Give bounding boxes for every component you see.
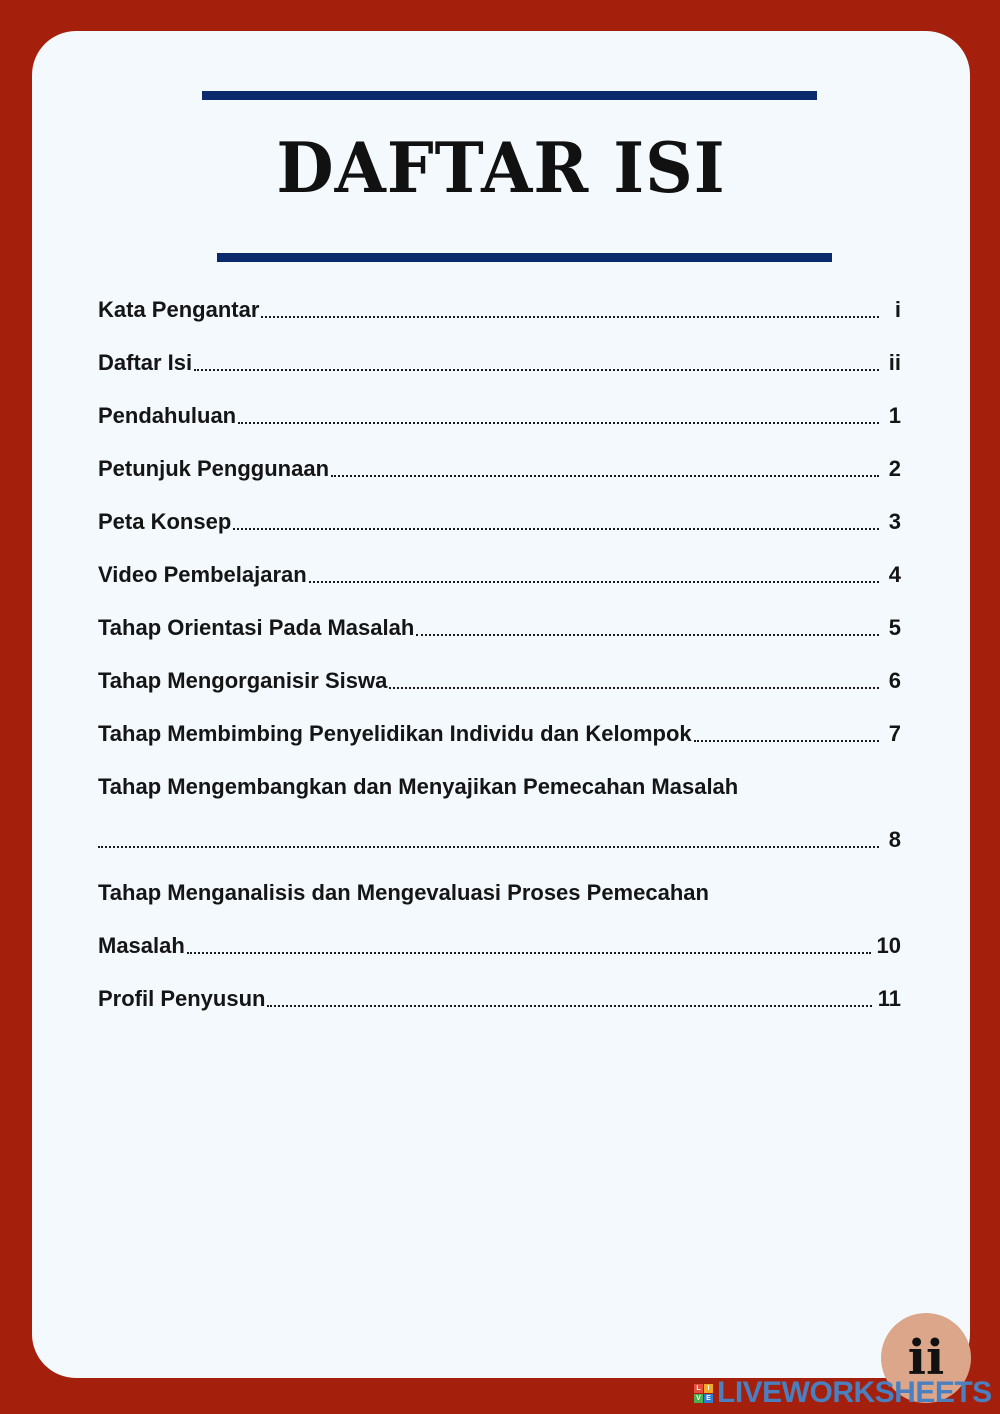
page-title: DAFTAR ISI [276, 127, 726, 209]
toc-label: Peta Konsep [98, 508, 232, 534]
toc-label: Daftar Isi [98, 349, 193, 375]
toc-page-number: 3 [888, 508, 901, 534]
toc-page-number: 6 [888, 667, 901, 693]
toc-leader [261, 316, 879, 318]
toc-page-number: 10 [876, 932, 901, 958]
title-rule-top [202, 91, 817, 100]
toc-entry-mengorganisir[interactable] [98, 654, 901, 707]
toc-leader [187, 952, 871, 954]
toc-leader [309, 581, 879, 583]
title-rule-bottom [217, 253, 832, 262]
toc-page-number: 1 [888, 402, 901, 428]
document-page [32, 31, 970, 1378]
toc-label: Petunjuk Penggunaan [98, 455, 330, 481]
toc-label: Tahap Membimbing Penyelidikan Individu dan Kelompok [98, 720, 692, 746]
table-of-contents [98, 283, 901, 1025]
toc-label: Pendahuluan [98, 402, 237, 428]
toc-label: Profil Penyusun [98, 985, 266, 1011]
toc-label: Kata Pengantar [98, 296, 260, 322]
toc-leader [694, 740, 879, 742]
toc-entry-petunjuk-penggunaan[interactable] [98, 442, 901, 495]
toc-entry-menganalisis[interactable] [98, 866, 901, 919]
toc-label: Tahap Mengembangkan dan Menyajikan Pemecahan Masalah [98, 773, 739, 799]
toc-label: Tahap Menganalisis dan Mengevaluasi Proses Pemecahan [98, 879, 709, 905]
toc-label: Tahap Orientasi Pada Masalah [98, 614, 415, 640]
toc-leader [331, 475, 879, 477]
toc-entry-mengembangkan-page[interactable] [98, 813, 901, 866]
liveworksheets-logo-icon: L I V E [694, 1384, 713, 1403]
toc-entry-pendahuluan[interactable] [98, 389, 901, 442]
toc-page-number: 11 [877, 985, 901, 1011]
toc-page-number: 8 [888, 826, 901, 852]
toc-leader [389, 687, 879, 689]
toc-page-number: 4 [888, 561, 901, 587]
toc-leader [194, 369, 879, 371]
toc-entry-kata-pengantar[interactable] [98, 283, 901, 336]
toc-page-number: ii [888, 349, 901, 375]
toc-leader [416, 634, 879, 636]
toc-label-continued: Masalah [98, 932, 185, 958]
page-number-badge: ii [881, 1313, 971, 1403]
toc-leader [238, 422, 879, 424]
toc-label: Tahap Mengorganisir Siswa [98, 667, 388, 693]
toc-entry-peta-konsep[interactable] [98, 495, 901, 548]
toc-entry-menganalisis-page[interactable] [98, 919, 901, 972]
toc-entry-video-pembelajaran[interactable] [98, 548, 901, 601]
toc-entry-daftar-isi[interactable] [98, 336, 901, 389]
toc-entry-membimbing[interactable] [98, 707, 901, 760]
toc-leader [98, 846, 879, 848]
watermark-text: LIVEWORKSHEETS [717, 1376, 992, 1409]
toc-page-number: 2 [888, 455, 901, 481]
toc-label: Video Pembelajaran [98, 561, 307, 587]
toc-page-number: 5 [888, 614, 901, 640]
toc-entry-mengembangkan[interactable] [98, 760, 901, 813]
toc-leader [267, 1005, 871, 1007]
liveworksheets-watermark [694, 1376, 992, 1410]
toc-page-number: 7 [888, 720, 901, 746]
toc-page-number: i [894, 296, 901, 322]
toc-entry-profil-penyusun[interactable] [98, 972, 901, 1025]
toc-leader [233, 528, 879, 530]
toc-entry-orientasi[interactable] [98, 601, 901, 654]
